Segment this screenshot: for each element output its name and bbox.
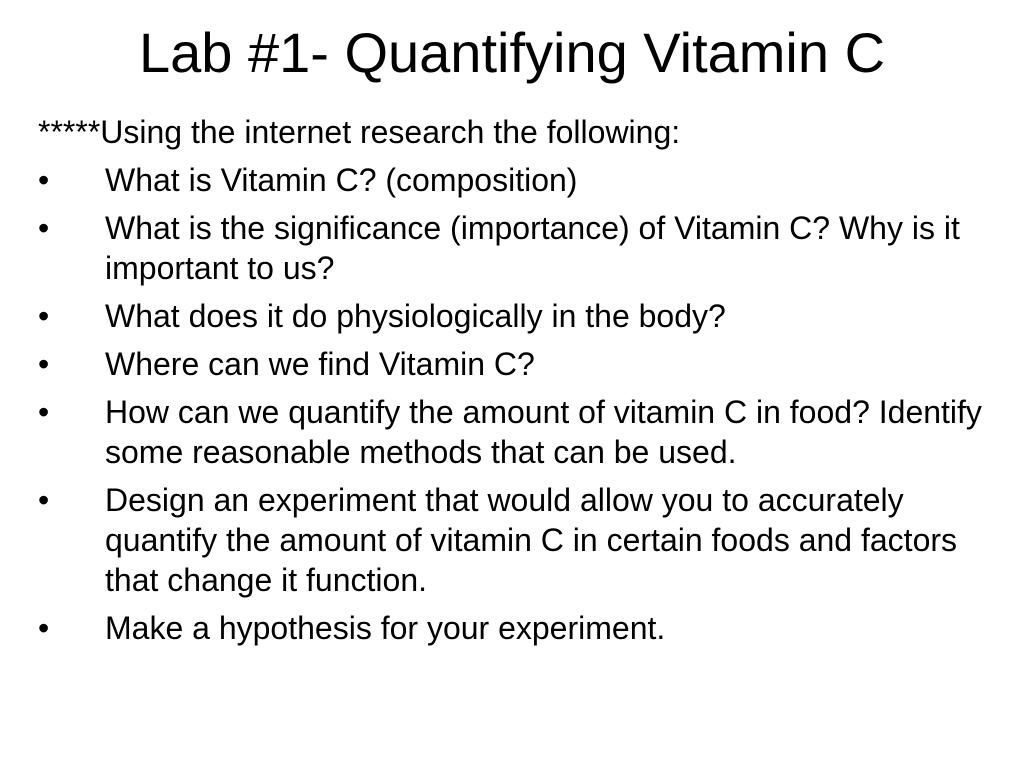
bullet-icon: • (38, 610, 50, 646)
slide-title: Lab #1- Quantifying Vitamin C (138, 21, 886, 84)
bullet-icon: • (38, 210, 50, 246)
bullet-list (38, 160, 1018, 648)
bullet-icon: • (38, 298, 50, 334)
slide-content (38, 112, 1018, 656)
bullet-text: What is Vitamin C? (composition) (105, 162, 578, 198)
bullet-icon: • (38, 394, 50, 430)
bullet-item-physiology (38, 296, 1018, 336)
bullet-text: What is the significance (importance) of Vitamin C? Why is it important to us? (105, 210, 960, 286)
bullet-icon: • (38, 482, 50, 518)
intro-text: *****Using the internet research the following: (38, 114, 681, 150)
bullet-item-experiment-design (38, 480, 1018, 600)
bullet-text: Design an experiment that would allow you to accurately quantify the amount of vitamin C in certain foods and factors that change it function. (105, 482, 958, 598)
bullet-item-hypothesis (38, 608, 1018, 648)
bullet-text: Make a hypothesis for your experiment. (105, 610, 666, 646)
bullet-icon: • (38, 346, 50, 382)
bullet-item-significance (38, 208, 1018, 288)
bullet-icon: • (38, 162, 50, 198)
bullet-item-quantification-methods (38, 392, 1018, 472)
bullet-item-sources (38, 344, 1018, 384)
bullet-item-composition (38, 160, 1018, 200)
bullet-text: What does it do physiologically in the body? (105, 298, 726, 334)
bullet-text: How can we quantify the amount of vitamin C in food? Identify some reasonable methods that can be used. (105, 394, 982, 470)
bullet-text: Where can we find Vitamin C? (105, 346, 535, 382)
